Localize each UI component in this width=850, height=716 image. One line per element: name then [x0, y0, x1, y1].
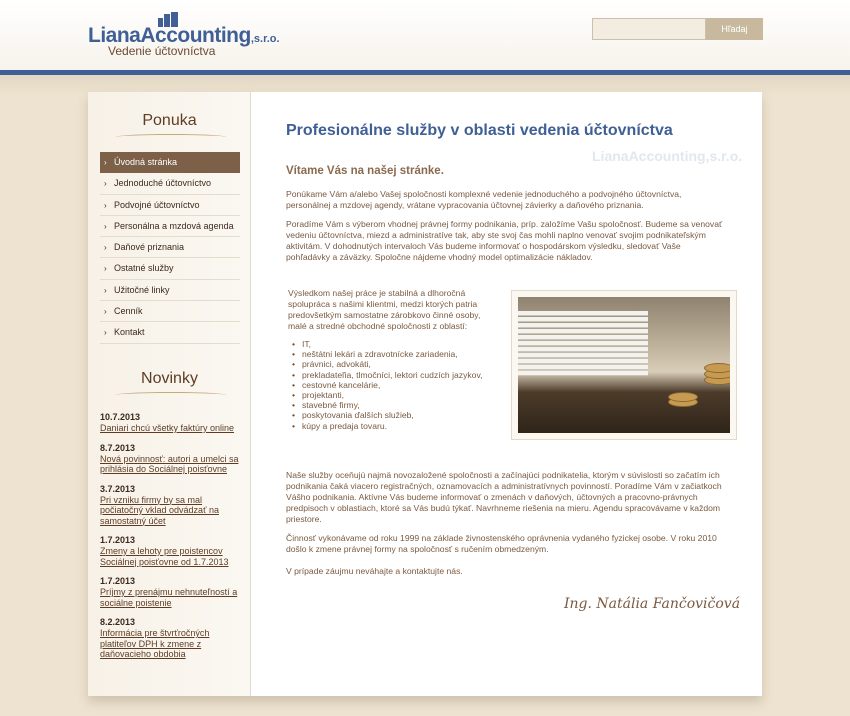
menu-heading-ornament	[116, 134, 226, 140]
list-item: • poskytovania ďalších služieb,	[302, 410, 502, 420]
news-date: 3.7.2013	[100, 483, 136, 494]
logo-name: LianaAccounting,s.r.o.	[88, 24, 280, 47]
paper-stack-graphic	[518, 311, 648, 381]
news-heading-ornament	[116, 392, 226, 398]
news-link[interactable]: Pri vzniku firmy by sa mal počiatočný vklad odvádzať na samostatný účet	[100, 494, 219, 526]
history-paragraph: Činnosť vykonávame od roku 1999 na základe živnostenského oprávnenia vydaného fyzickej osobe. V roku 2010 došlo k zmene právnej formy na spoločnosť s ručením obmedzeným.	[286, 533, 717, 554]
startup-paragraph: Naše služby oceňujú najmä novozaložené spoločnosti a začínajúci podnikatelia, ktorým v súvislosti so začatím ich podnikania čaká viacero registračných, oznamovacích a administratívnych povinností. Poradíme Vám v začiatkoch Vášho podnikania. Aktívne Vás budeme informovať o zmenách v daňových, účtovných a pracovno-právnych predpisoch v oblastiach, ktoré sa Vás budú týkať. Navrhneme riešenia na mieru. Agendu spracovávame v každom priestore.	[286, 470, 722, 524]
sidebar	[88, 92, 251, 696]
news-link[interactable]: Informácia pre štvrťročných platiteľov DPH k zmene z daňovacieho obdobia	[100, 628, 210, 659]
nav-item-other-services[interactable]: › Ostatné služby	[100, 258, 240, 279]
site-logo[interactable]	[88, 10, 280, 60]
menu-heading: Ponuka	[142, 112, 197, 129]
logo-watermark: LianaAccounting,s.r.o.	[592, 148, 743, 164]
news-link[interactable]: Príjmy z prenájmu nehnuteľností a sociálne poistenie	[100, 587, 238, 608]
nav-item-home[interactable]: › Úvodná stránka	[100, 152, 240, 173]
main-nav	[100, 152, 240, 344]
list-item: • neštátni lekári a zdravotnícke zariadenia,	[302, 349, 502, 359]
news-link[interactable]: Daniari chcú všetky faktúry online	[100, 423, 235, 433]
news-date: 10.7.2013	[100, 412, 141, 422]
content	[286, 122, 743, 612]
client-sectors-list	[302, 339, 502, 431]
news-link[interactable]: Nová povinnosť: autori a umelci sa prihlásia do Sociálnej poisťovne	[100, 453, 239, 474]
news-date: 1.7.2013	[100, 576, 136, 586]
list-item: • cestovné kancelárie,	[302, 380, 502, 390]
documents-and-coins-photo	[518, 297, 730, 433]
news-date: 8.2.2013	[100, 617, 136, 627]
news-date: 8.7.2013	[100, 442, 136, 453]
nav-item-pricing[interactable]: › Cenník	[100, 301, 240, 322]
nav-item-double-entry-accounting[interactable]: › Podvojné účtovníctvo	[100, 195, 240, 216]
nav-item-payroll[interactable]: › Personálna a mzdová agenda	[100, 216, 240, 237]
main-panel	[88, 92, 762, 696]
news-item	[100, 412, 242, 434]
welcome-heading: Vítame Vás na našej stránke.	[286, 165, 444, 177]
news-heading: Novinky	[141, 370, 198, 387]
photo-frame	[511, 290, 737, 440]
search-button[interactable]: Hľadaj	[706, 18, 763, 40]
services-paragraph: Poradíme Vám s výberom vhodnej právnej formy podnikania, príp. založíme Vašu spoločnosť. Budeme sa venovať vedeniu účtovníctva, miezd a administratíve tak, aby ste svoj čas mohli naplno venovať svojim podnikateľským aktivitám. V dohodnutých intervaloch Vás budeme informovať o hospodárskom výsledku, sledovať Vaše pohľadávky a záväzky. Spoločne nájdeme vhodný model optimalizácie nákladov.	[286, 219, 723, 262]
news-item	[100, 617, 242, 660]
intro-paragraph: Ponúkame Vám a/alebo Vašej spoločnosti komplexné vedenie jednoduchého a podvojného účtovníctva, personálnej a mzdovej agendy, vrátane vypracovania účtovnej závierky a daňového priznania.	[286, 189, 682, 210]
nav-item-contact[interactable]: › Kontakt	[100, 322, 240, 343]
list-item: • kúpy a predaja tovaru.	[302, 421, 502, 431]
news-list	[100, 412, 242, 669]
nav-item-simple-accounting[interactable]: › Jednoduché účtovníctvo	[100, 173, 240, 194]
list-item: • prekladateľia, tlmočníci, lektori cudzích jazykov,	[302, 370, 502, 380]
news-date: 1.7.2013	[100, 535, 136, 545]
coin-icon	[668, 392, 698, 402]
logo-tagline: Vedenie účtovníctva	[108, 44, 216, 58]
list-item: • projektanti,	[302, 390, 502, 400]
search-input[interactable]	[592, 18, 706, 40]
nav-item-tax-returns[interactable]: › Daňové priznania	[100, 237, 240, 258]
clients-intro: Výsledkom našej práce je stabilná a dlhoročná spolupráca s našimi klientmi, medzi ktorých patria predovšetkým samostatne zárobkovo činné osoby, malé a stredné obchodné spoločnosti z oblastí:	[288, 288, 481, 331]
news-item	[100, 535, 242, 567]
nav-item-useful-links[interactable]: › Užitočné linky	[100, 280, 240, 301]
signature: Ing. Natália Fančovičová	[564, 596, 741, 612]
news-item	[100, 576, 242, 608]
list-item: • IT,	[302, 339, 502, 349]
contact-prompt: V prípade záujmu neváhajte a kontaktujte nás.	[286, 566, 463, 576]
news-item	[100, 484, 242, 527]
news-link[interactable]: Zmeny a lehoty pre poistencov Sociálnej poisťovne od 1.7.2013	[100, 546, 229, 567]
coin-icon	[704, 363, 730, 373]
list-item: • právnici, advokáti,	[302, 359, 502, 369]
list-item: • stavebné firmy,	[302, 400, 502, 410]
page-title: Profesionálne služby v oblasti vedenia účtovníctva	[286, 122, 673, 139]
news-item	[100, 443, 242, 475]
